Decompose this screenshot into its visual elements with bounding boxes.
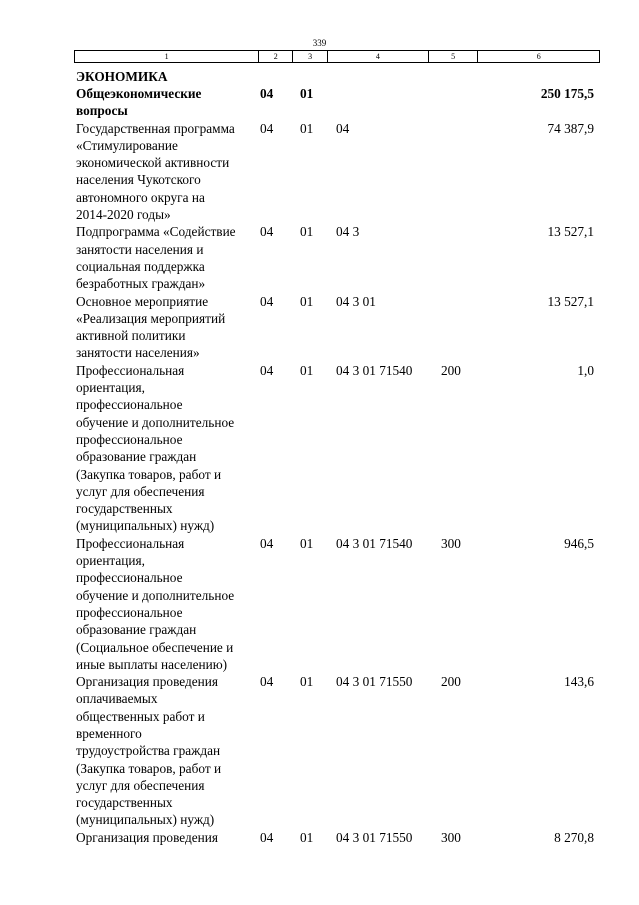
section-title: ЭКОНОМИКА — [76, 69, 168, 84]
table-rows — [76, 85, 594, 846]
cell-expense-type: 300 — [441, 535, 461, 551]
cell-name — [76, 85, 260, 120]
cell-name-line: (Закупка товаров, работ и — [76, 760, 222, 776]
cell-amount: 250 175,5 — [540, 86, 594, 101]
cell-name-line: Государственная программа — [76, 120, 235, 136]
column-header-1: 1 — [75, 51, 259, 62]
cell-subsection: 01 — [300, 829, 314, 845]
cell-target-article: 04 — [336, 120, 350, 136]
cell-expense-type — [441, 120, 491, 224]
cell-expense-type — [441, 85, 491, 120]
cell-name — [76, 535, 260, 673]
cell-subsection: 01 — [300, 120, 314, 136]
cell-amount: 13 527,1 — [547, 293, 594, 309]
table-row — [76, 673, 594, 829]
cell-name — [76, 673, 260, 829]
table-row — [76, 85, 594, 120]
cell-name-line: активной политики — [76, 328, 186, 344]
cell-name-line: услуг для обеспечения — [76, 777, 205, 793]
cell-name-line: Организация проведения — [76, 829, 219, 845]
cell-name-line: ориентация, — [76, 553, 145, 569]
cell-name-line: обучение и дополнительное — [76, 587, 235, 603]
cell-name — [76, 223, 260, 292]
cell-subsection: 01 — [300, 86, 314, 101]
cell-expense-type: 200 — [441, 674, 461, 690]
cell-name-line: оплачиваемых — [76, 691, 158, 707]
table-header — [74, 50, 600, 63]
cell-name-line: временного — [76, 725, 142, 741]
cell-name-line: обучение и дополнительное — [76, 414, 235, 430]
column-header-2: 2 — [259, 51, 293, 62]
cell-amount: 946,5 — [564, 535, 594, 551]
table-row — [76, 829, 594, 846]
cell-name-line: Профессиональная — [76, 535, 185, 551]
cell-section: 04 — [260, 829, 274, 845]
cell-section: 04 — [260, 535, 274, 551]
cell-name-line: профессиональное — [76, 570, 183, 586]
cell-amount: 1,0 — [577, 362, 594, 378]
cell-subsection: 01 — [300, 293, 314, 309]
cell-name — [76, 829, 260, 846]
cell-name-line: социальная поддержка — [76, 258, 205, 274]
cell-section: 04 — [260, 674, 274, 690]
cell-name-line: автономного округа на — [76, 189, 205, 205]
column-header-3: 3 — [293, 51, 328, 62]
table-row — [76, 120, 594, 224]
cell-subsection: 01 — [300, 535, 314, 551]
cell-name-line: услуг для обеспечения — [76, 483, 205, 499]
cell-name-line: Профессиональная — [76, 362, 185, 378]
cell-name-line: государственных — [76, 501, 173, 517]
cell-expense-type — [441, 293, 491, 362]
cell-section: 04 — [260, 224, 274, 240]
cell-target-article — [336, 85, 441, 120]
cell-target-article: 04 3 01 71540 — [336, 362, 413, 378]
cell-subsection: 01 — [300, 362, 314, 378]
column-header-6: 6 — [536, 52, 541, 61]
cell-amount: 13 527,1 — [547, 224, 594, 240]
cell-amount: 143,6 — [564, 674, 594, 690]
cell-name-line: ориентация, — [76, 380, 145, 396]
cell-name-line: трудоустройства граждан — [76, 743, 221, 759]
table-body — [76, 68, 594, 846]
cell-name-line: «Реализация мероприятий — [76, 310, 226, 326]
page-number: 339 — [312, 38, 327, 48]
cell-expense-type — [441, 223, 491, 292]
table-row — [76, 293, 594, 362]
cell-subsection: 01 — [300, 224, 314, 240]
cell-name-line: занятости населения» — [76, 345, 200, 361]
cell-name-line: населения Чукотского — [76, 172, 201, 188]
table-row — [76, 535, 594, 673]
table-row — [76, 223, 594, 292]
table-row — [76, 362, 594, 535]
cell-name-line: 2014-2020 годы» — [76, 207, 171, 223]
cell-name-line: «Стимулирование — [76, 137, 178, 153]
cell-name-line: государственных — [76, 795, 173, 811]
cell-target-article: 04 3 01 71550 — [336, 674, 413, 690]
column-header-5: 5 — [429, 51, 479, 62]
cell-expense-type: 300 — [441, 829, 461, 845]
cell-name-line: общественных работ и — [76, 708, 205, 724]
cell-subsection: 01 — [300, 674, 314, 690]
cell-name-line: профессиональное — [76, 431, 183, 447]
cell-name-line: (муниципальных) нужд) — [76, 812, 215, 828]
cell-name-line: Организация проведения — [76, 674, 219, 690]
cell-name-line: иные выплаты населению) — [76, 656, 228, 672]
cell-name — [76, 362, 260, 535]
cell-target-article: 04 3 — [336, 224, 360, 240]
cell-name-line: экономической активности — [76, 155, 230, 171]
cell-name-line: Основное мероприятие — [76, 293, 209, 309]
cell-target-article: 04 3 01 71540 — [336, 535, 413, 551]
cell-section: 04 — [260, 293, 274, 309]
cell-name-line: образование граждан — [76, 622, 197, 638]
cell-name-line: Подпрограмма «Содействие — [76, 224, 236, 240]
cell-name-line: (Социальное обеспечение и — [76, 639, 234, 655]
cell-name-line: (муниципальных) нужд) — [76, 518, 215, 534]
cell-name-line: вопросы — [76, 103, 128, 119]
cell-amount: 8 270,8 — [554, 829, 594, 845]
cell-target-article: 04 3 01 — [336, 293, 376, 309]
cell-section: 04 — [260, 120, 274, 136]
cell-name — [76, 120, 260, 224]
cell-name-line: профессиональное — [76, 397, 183, 413]
cell-section: 04 — [260, 86, 274, 101]
cell-name-line: профессиональное — [76, 604, 183, 620]
cell-name-line: занятости населения и — [76, 241, 204, 257]
cell-section: 04 — [260, 362, 274, 378]
cell-name-line: безработных граждан» — [76, 276, 206, 292]
cell-target-article: 04 3 01 71550 — [336, 829, 413, 845]
cell-name-line: образование граждан — [76, 449, 197, 465]
cell-expense-type: 200 — [441, 362, 461, 378]
cell-name-line: (Закупка товаров, работ и — [76, 466, 222, 482]
column-header-4: 4 — [328, 51, 429, 62]
cell-name — [76, 293, 260, 362]
cell-amount: 74 387,9 — [547, 120, 594, 136]
cell-name-line: Общеэкономические — [76, 86, 202, 101]
